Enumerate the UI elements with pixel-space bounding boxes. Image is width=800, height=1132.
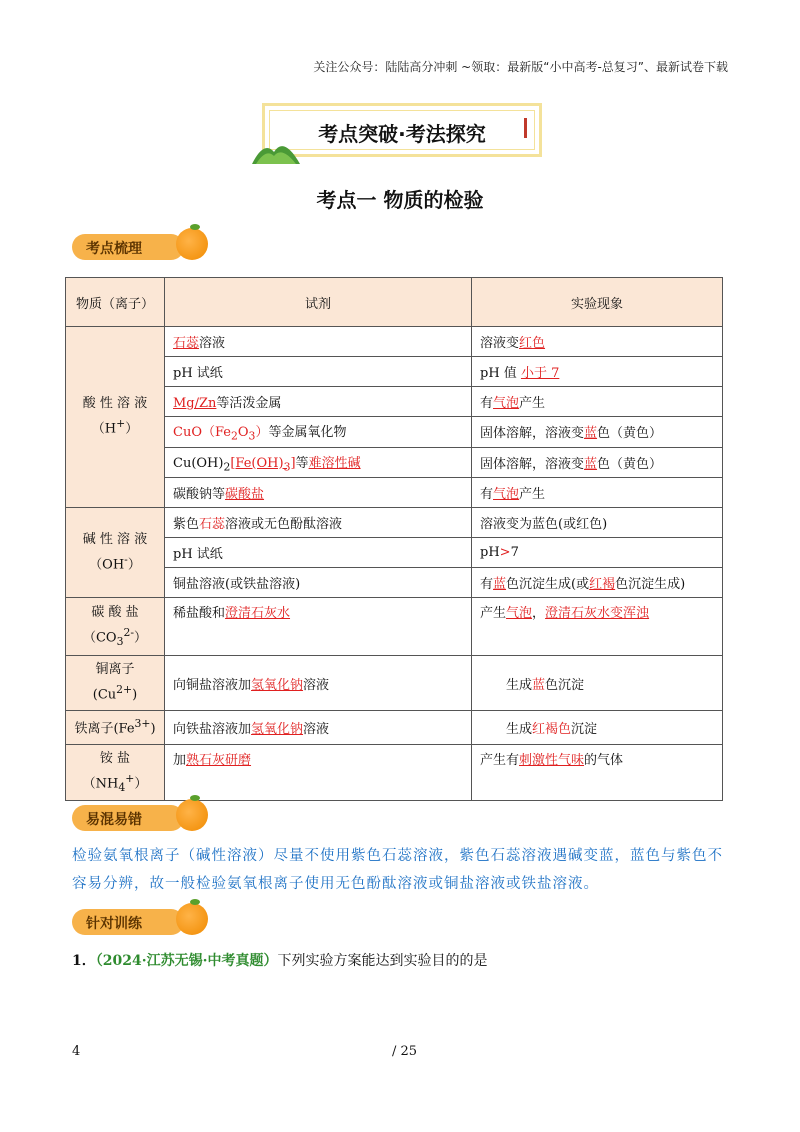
reagent-text: 溶液 bbox=[199, 336, 226, 351]
base-sup: - bbox=[124, 552, 128, 566]
r5-red bbox=[230, 455, 296, 474]
reagent-highlight: 碳酸盐 bbox=[225, 487, 265, 503]
phen-highlight: 蓝 bbox=[493, 577, 507, 593]
reagent-text: 等金属氧化物 bbox=[268, 425, 347, 440]
row-label-carbonate: 碳 酸 盐 $(CO_3^{2-})$ bbox=[66, 598, 165, 656]
reagent-cell bbox=[165, 711, 472, 745]
badge-zhendui bbox=[72, 907, 200, 937]
phen-highlight: 红褐 bbox=[589, 577, 616, 593]
r4-sub: 2 bbox=[230, 429, 238, 443]
phen-text: 沉淀 bbox=[571, 722, 598, 738]
phen-highlight: 蓝 bbox=[532, 677, 546, 693]
reagent-text: 向铁盐溶液加 bbox=[173, 722, 252, 738]
phen-text: 的气体 bbox=[584, 753, 624, 769]
phen-text: ， bbox=[532, 606, 546, 622]
badge-yihun bbox=[72, 803, 200, 833]
reagent-text: 紫色 bbox=[173, 517, 200, 533]
badge-label: 针对训练 bbox=[86, 916, 142, 932]
reagent-text: 溶液或无色酚酞溶液 bbox=[225, 517, 343, 533]
r4-a: CuO（Fe bbox=[173, 425, 231, 440]
table-row bbox=[66, 447, 723, 478]
table-row bbox=[66, 387, 723, 417]
reagent-cell: 铜盐溶液(或铁盐溶液) bbox=[165, 568, 472, 598]
reagent-red bbox=[173, 425, 269, 443]
cu-sup: 2+ bbox=[116, 682, 133, 696]
carb-label: 碳 酸 盐 bbox=[91, 605, 139, 621]
phen-text: 产生 bbox=[519, 487, 546, 503]
nh4-label: 铵 盐 bbox=[99, 751, 131, 767]
reagent-cell bbox=[165, 656, 472, 711]
reagent-cell bbox=[165, 387, 472, 417]
phen-highlight: 红色 bbox=[519, 336, 546, 351]
phenomenon-cell: 溶液变为蓝色(或红色) bbox=[472, 508, 723, 538]
question-source: （2024·江苏无锡·中考真题） bbox=[95, 953, 278, 969]
r5-c: ] bbox=[290, 455, 296, 471]
reagent-cell: pH 试纸 bbox=[165, 538, 472, 568]
phenomenon-cell bbox=[472, 598, 723, 656]
r5-sub: 3 bbox=[283, 460, 291, 474]
r5-a: Cu(OH) bbox=[173, 455, 224, 471]
row-label-iron: 铁离子$(Fe^{3+})$ bbox=[66, 711, 165, 745]
phen-text: 溶液变 bbox=[480, 336, 520, 351]
reagent-text: 稀盐酸和 bbox=[173, 606, 226, 622]
row-label-base: 碱 性 溶 液 （OH-） bbox=[66, 508, 165, 598]
table-header-row bbox=[66, 278, 723, 327]
row-label-ammonium: 铵 盐 $(NH_4^+)$ bbox=[66, 745, 165, 801]
footer-left: 4 bbox=[72, 1044, 81, 1059]
table-row bbox=[66, 711, 723, 745]
r5-sub: 2 bbox=[223, 460, 231, 474]
phenomenon-cell bbox=[472, 447, 723, 478]
reagent-text: 加 bbox=[173, 753, 187, 769]
header-note: 关注公众号：陆陆高分冲刺 ~领取：最新版“小中高考-总复习”、最新试卷下载 bbox=[313, 60, 728, 74]
phen-text: 固体溶解，溶液变 bbox=[480, 456, 585, 472]
phenomenon-cell bbox=[472, 327, 723, 357]
nh4-sup: + bbox=[125, 772, 135, 786]
phenomenon-cell bbox=[472, 417, 723, 448]
phenomenon-cell bbox=[472, 745, 723, 801]
table-row bbox=[66, 327, 723, 357]
question-1 bbox=[72, 950, 487, 970]
reagent-highlight: 难溶性碱 bbox=[308, 455, 361, 471]
phen-highlight: 澄清石灰水变浑浊 bbox=[545, 606, 650, 622]
carb-sub: 3 bbox=[116, 634, 124, 648]
leaf-icon bbox=[190, 224, 200, 230]
table-row bbox=[66, 745, 723, 801]
page-number: / 25 bbox=[392, 1044, 418, 1059]
reagent-highlight: 氢氧化钠 bbox=[251, 677, 304, 693]
phen-highlight: 刺激性气味 bbox=[519, 753, 585, 769]
phen-highlight: 小于 7 bbox=[520, 366, 560, 381]
phen-text: 产生 bbox=[519, 396, 546, 411]
reagent-highlight: 石蕊 bbox=[173, 336, 200, 351]
phenomenon-cell bbox=[472, 357, 723, 387]
carb-sup: 2- bbox=[123, 625, 135, 639]
fe-sup: 3+ bbox=[134, 717, 151, 731]
reagent-cell bbox=[165, 598, 472, 656]
phen-highlight: 气泡 bbox=[506, 606, 533, 622]
section-title: 考点一 物质的检验 bbox=[316, 188, 484, 212]
table-row bbox=[66, 417, 723, 448]
r5-b: [Fe(OH) bbox=[230, 455, 284, 471]
reagent-highlight: 氢氧化钠 bbox=[251, 722, 304, 738]
phen-text: pH 值 bbox=[480, 366, 517, 381]
badge-label: 考点梳理 bbox=[86, 241, 142, 257]
tip-paragraph: 检验氨氧根离子（碱性溶液）尽量不使用紫色石蕊溶液，紫色石蕊溶液遇碱变蓝，蓝色与紫色不容易分辨，故一般检验氨氧根离子使用无色酚酞溶液或铜盐溶液或铁盐溶液。 bbox=[72, 848, 723, 892]
phen-highlight: 蓝 bbox=[584, 426, 598, 442]
phen-text: 生成 bbox=[506, 722, 533, 738]
phen-text: 色（黄色） bbox=[597, 426, 663, 442]
nh4-sub: 4 bbox=[118, 780, 126, 794]
col-header-reagent: 试剂 bbox=[165, 278, 472, 327]
reagent-highlight: 石蕊 bbox=[199, 517, 226, 533]
reagent-highlight: Mg/Zn bbox=[173, 396, 217, 411]
phen-text: 产生有 bbox=[480, 753, 520, 769]
phen-text: 7 bbox=[510, 545, 519, 561]
orange-icon bbox=[176, 228, 208, 260]
phen-text: 有 bbox=[480, 577, 494, 593]
r4-sub: 3 bbox=[248, 429, 256, 443]
orange-icon bbox=[176, 903, 208, 935]
phenomenon-cell bbox=[472, 387, 723, 417]
reagent-cell bbox=[165, 508, 472, 538]
acid-label: 酸 性 溶 液 bbox=[82, 396, 148, 412]
phen-highlight: > bbox=[499, 545, 511, 561]
phen-text: 有 bbox=[480, 396, 494, 411]
hill-icon bbox=[252, 134, 302, 166]
fe-label: 铁离子(Fe bbox=[74, 721, 135, 737]
base-label: 碱 性 溶 液 bbox=[82, 531, 148, 547]
reagent-highlight: 熟石灰研磨 bbox=[186, 753, 252, 769]
phen-highlight: 红褐色 bbox=[532, 722, 572, 738]
badge-kaodian bbox=[72, 232, 200, 262]
phen-text: 色沉淀生成) bbox=[615, 577, 686, 593]
cu-label: 铜离子(Cu bbox=[92, 662, 135, 703]
phenomenon-cell bbox=[472, 656, 723, 711]
reagent-text: 等 bbox=[295, 455, 309, 471]
leaf-icon bbox=[190, 899, 200, 905]
detection-table bbox=[65, 277, 723, 801]
leaf-icon bbox=[190, 795, 200, 801]
phen-highlight: 气泡 bbox=[493, 396, 520, 411]
reagent-text: 等活泼金属 bbox=[216, 396, 282, 411]
row-label-acid: 酸 性 溶 液 （H+） bbox=[66, 327, 165, 508]
badge-label: 易混易错 bbox=[86, 812, 142, 828]
phen-highlight: 蓝 bbox=[584, 456, 598, 472]
table-row bbox=[66, 656, 723, 711]
phen-text: 色沉淀生成(或 bbox=[506, 577, 590, 593]
reagent-cell bbox=[165, 327, 472, 357]
reagent-text: 向铜盐溶液加 bbox=[173, 677, 252, 693]
col-header-phenomenon: 实验现象 bbox=[472, 278, 723, 327]
phen-text: 色沉淀 bbox=[545, 677, 585, 693]
r4-b: O bbox=[237, 425, 249, 440]
reagent-text: 碳酸钠等 bbox=[173, 487, 226, 503]
acid-sup: + bbox=[116, 416, 126, 430]
row-label-copper: 铜离子$(Cu^{2+})$ bbox=[66, 656, 165, 711]
reagent-cell bbox=[165, 447, 472, 478]
phenomenon-cell bbox=[472, 711, 723, 745]
reagent-cell: pH 试纸 bbox=[165, 357, 472, 387]
question-text: 下列实验方案能达到实验目的的是 bbox=[277, 953, 488, 969]
reagent-text: 溶液 bbox=[303, 677, 330, 693]
orange-icon bbox=[176, 799, 208, 831]
col-header-substance: 物质（离子） bbox=[66, 278, 165, 327]
acid-ion: （H bbox=[91, 421, 117, 437]
r4-c: ） bbox=[255, 425, 269, 440]
nh4-ion: （NH bbox=[82, 776, 119, 792]
reagent-cell bbox=[165, 745, 472, 801]
banner-title: 考点突破·考法探究 bbox=[318, 122, 486, 146]
table-row bbox=[66, 508, 723, 538]
base-ion: （OH bbox=[89, 556, 125, 572]
carb-ion: （CO bbox=[82, 630, 117, 646]
phen-text: pH bbox=[480, 545, 500, 561]
phenomenon-cell bbox=[472, 538, 723, 568]
phenomenon-cell bbox=[472, 478, 723, 508]
phen-text: 产生 bbox=[480, 606, 507, 622]
banner bbox=[262, 103, 542, 157]
reagent-cell bbox=[165, 417, 472, 448]
phen-text: 色（黄色） bbox=[597, 456, 663, 472]
phen-highlight: 气泡 bbox=[493, 487, 520, 503]
table-row bbox=[66, 538, 723, 568]
phen-text: 有 bbox=[480, 487, 494, 503]
table-row bbox=[66, 357, 723, 387]
phen-text: 生成 bbox=[506, 677, 533, 693]
reagent-cell bbox=[165, 478, 472, 508]
phenomenon-cell bbox=[472, 568, 723, 598]
table-row bbox=[66, 598, 723, 656]
question-number: 1． bbox=[72, 953, 96, 969]
reagent-highlight: 澄清石灰水 bbox=[225, 606, 291, 622]
reagent-text: 溶液 bbox=[303, 722, 330, 738]
phen-text: 固体溶解，溶液变 bbox=[480, 426, 585, 442]
table-row bbox=[66, 568, 723, 598]
table-row bbox=[66, 478, 723, 508]
